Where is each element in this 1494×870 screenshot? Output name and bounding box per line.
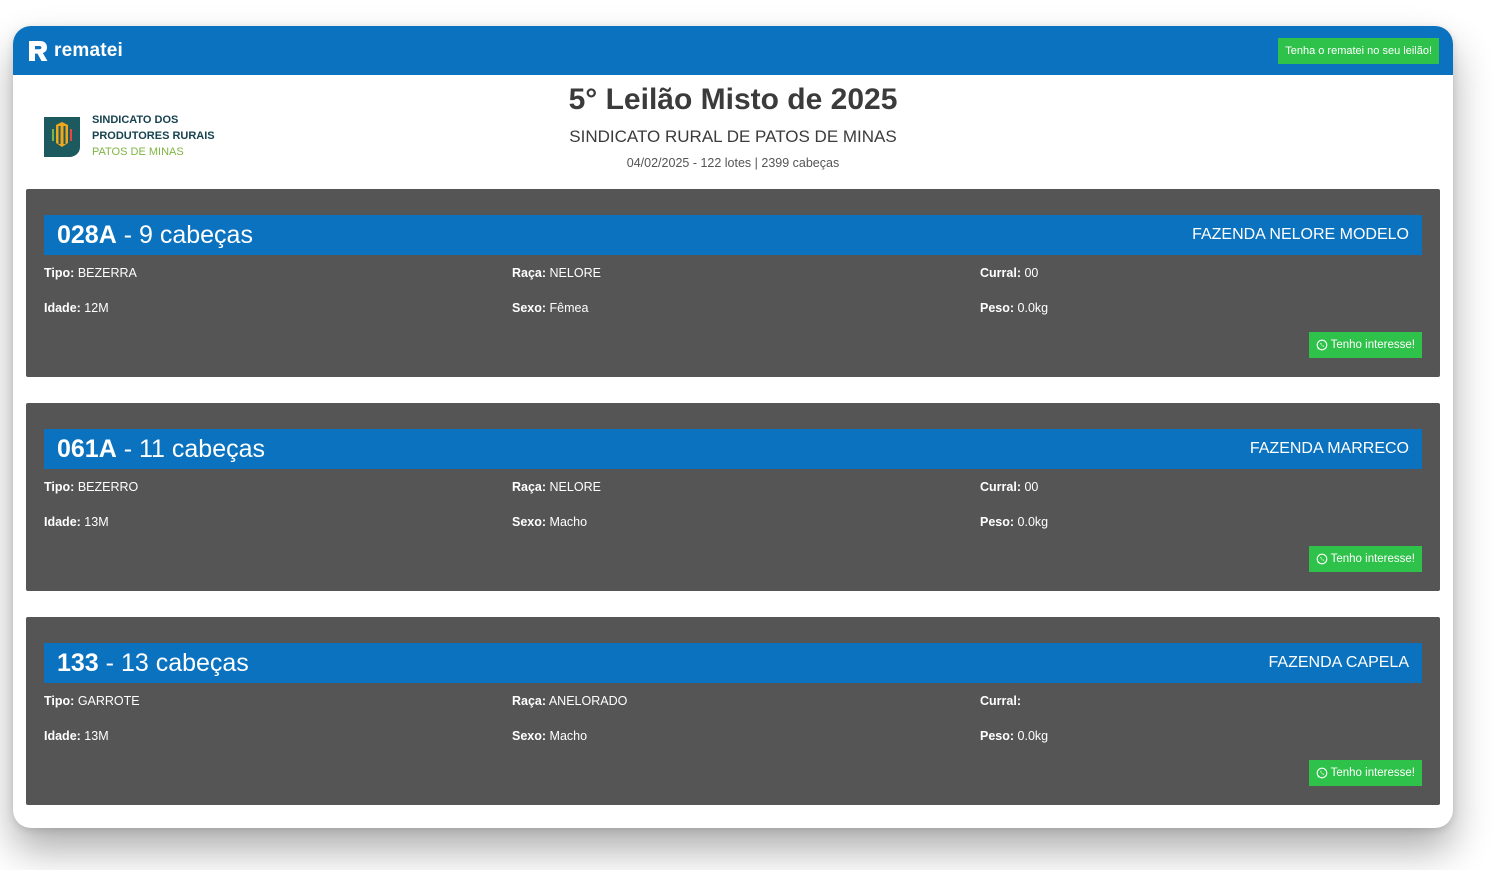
lot-sexo bbox=[512, 513, 587, 531]
raca-value: NELORE bbox=[549, 266, 601, 280]
lot-farm: FAZENDA NELORE MODELO bbox=[1192, 226, 1409, 243]
lot-idade bbox=[44, 299, 109, 317]
lot-peso bbox=[980, 299, 1048, 317]
lot-peso bbox=[980, 727, 1048, 745]
sexo-label: Sexo: bbox=[512, 515, 547, 529]
lot-code: 028A bbox=[57, 221, 117, 249]
lot-card bbox=[26, 403, 1440, 591]
peso-value: 0.0kg bbox=[1017, 729, 1049, 743]
lot-curral bbox=[980, 478, 1038, 496]
interest-button[interactable] bbox=[1309, 332, 1422, 358]
peso-label: Peso: bbox=[980, 515, 1015, 529]
lot-farm: FAZENDA CAPELA bbox=[1268, 654, 1409, 671]
lot-card bbox=[26, 189, 1440, 377]
lot-tipo bbox=[44, 478, 138, 496]
peso-value: 0.0kg bbox=[1017, 515, 1049, 529]
org-logo-line-2: PRODUTORES RURAIS bbox=[92, 130, 215, 142]
whatsapp-icon bbox=[1316, 339, 1328, 351]
lot-raca bbox=[512, 478, 601, 496]
lot-tipo bbox=[44, 264, 137, 282]
idade-value: 13M bbox=[84, 729, 109, 743]
peso-value: 0.0kg bbox=[1017, 301, 1049, 315]
sexo-label: Sexo: bbox=[512, 301, 547, 315]
lot-title bbox=[57, 429, 265, 469]
app-window bbox=[13, 26, 1453, 828]
lot-header bbox=[44, 643, 1422, 683]
whatsapp-icon bbox=[1316, 767, 1328, 779]
raca-label: Raça: bbox=[512, 266, 547, 280]
lot-raca bbox=[512, 692, 627, 710]
sexo-value: Fêmea bbox=[549, 301, 589, 315]
sexo-label: Sexo: bbox=[512, 729, 547, 743]
tipo-value: BEZERRO bbox=[77, 480, 139, 494]
brand-logo-link[interactable] bbox=[27, 39, 123, 63]
interest-button-label: Tenho interesse! bbox=[1330, 767, 1415, 779]
lot-curral bbox=[980, 264, 1038, 282]
interest-button[interactable] bbox=[1309, 760, 1422, 786]
lot-header bbox=[44, 429, 1422, 469]
raca-label: Raça: bbox=[512, 480, 547, 494]
idade-label: Idade: bbox=[44, 515, 81, 529]
raca-value: NELORE bbox=[549, 480, 601, 494]
org-logo-line-3: PATOS DE MINAS bbox=[92, 146, 184, 158]
lot-heads: - 9 cabeças bbox=[123, 221, 253, 249]
lot-raca bbox=[512, 264, 601, 282]
tipo-label: Tipo: bbox=[44, 480, 75, 494]
lot-heads: - 11 cabeças bbox=[123, 435, 266, 463]
peso-label: Peso: bbox=[980, 301, 1015, 315]
lot-sexo bbox=[512, 727, 587, 745]
raca-label: Raça: bbox=[512, 694, 547, 708]
lot-title bbox=[57, 215, 253, 255]
interest-button[interactable] bbox=[1309, 546, 1422, 572]
lot-farm: FAZENDA MARRECO bbox=[1249, 440, 1409, 457]
lot-card bbox=[26, 617, 1440, 805]
tipo-label: Tipo: bbox=[44, 266, 75, 280]
lot-heads: - 13 cabeças bbox=[105, 649, 249, 677]
peso-label: Peso: bbox=[980, 729, 1015, 743]
lot-sexo bbox=[512, 299, 588, 317]
raca-value: ANELORADO bbox=[548, 694, 628, 708]
lot-peso bbox=[980, 513, 1048, 531]
curral-value: 00 bbox=[1024, 480, 1039, 494]
org-logo-line-1: SINDICATO DOS bbox=[92, 114, 179, 126]
idade-value: 13M bbox=[84, 515, 109, 529]
idade-label: Idade: bbox=[44, 729, 81, 743]
curral-label: Curral: bbox=[980, 266, 1021, 280]
lot-idade bbox=[44, 727, 109, 745]
rematei-logo-icon bbox=[27, 39, 49, 63]
auction-meta: 04/02/2025 - 122 lotes | 2399 cabeças bbox=[626, 156, 840, 170]
tipo-value: BEZERRA bbox=[77, 266, 137, 280]
curral-label: Curral: bbox=[980, 694, 1021, 708]
lot-idade bbox=[44, 513, 109, 531]
idade-label: Idade: bbox=[44, 301, 81, 315]
top-navbar bbox=[13, 26, 1453, 75]
tipo-value: GARROTE bbox=[77, 694, 140, 708]
interest-button-label: Tenho interesse! bbox=[1330, 553, 1415, 565]
auction-organizer: SINDICATO RURAL DE PATOS DE MINAS bbox=[569, 127, 897, 146]
lot-code: 133 bbox=[57, 649, 99, 677]
tipo-label: Tipo: bbox=[44, 694, 75, 708]
lot-code: 061A bbox=[57, 435, 117, 463]
lot-header bbox=[44, 215, 1422, 255]
auction-title: 5° Leilão Misto de 2025 bbox=[568, 83, 898, 116]
sexo-value: Macho bbox=[549, 729, 588, 743]
auction-header bbox=[13, 80, 1453, 172]
lot-title bbox=[57, 643, 249, 683]
curral-value: 00 bbox=[1024, 266, 1039, 280]
get-rematei-button[interactable]: Tenha o rematei no seu leilão! bbox=[1278, 38, 1439, 64]
lot-tipo bbox=[44, 692, 140, 710]
sexo-value: Macho bbox=[549, 515, 588, 529]
curral-label: Curral: bbox=[980, 480, 1021, 494]
brand-name: rematei bbox=[54, 40, 123, 61]
whatsapp-icon bbox=[1316, 553, 1328, 565]
lot-curral bbox=[980, 692, 1021, 710]
interest-button-label: Tenho interesse! bbox=[1330, 339, 1415, 351]
idade-value: 12M bbox=[84, 301, 109, 315]
